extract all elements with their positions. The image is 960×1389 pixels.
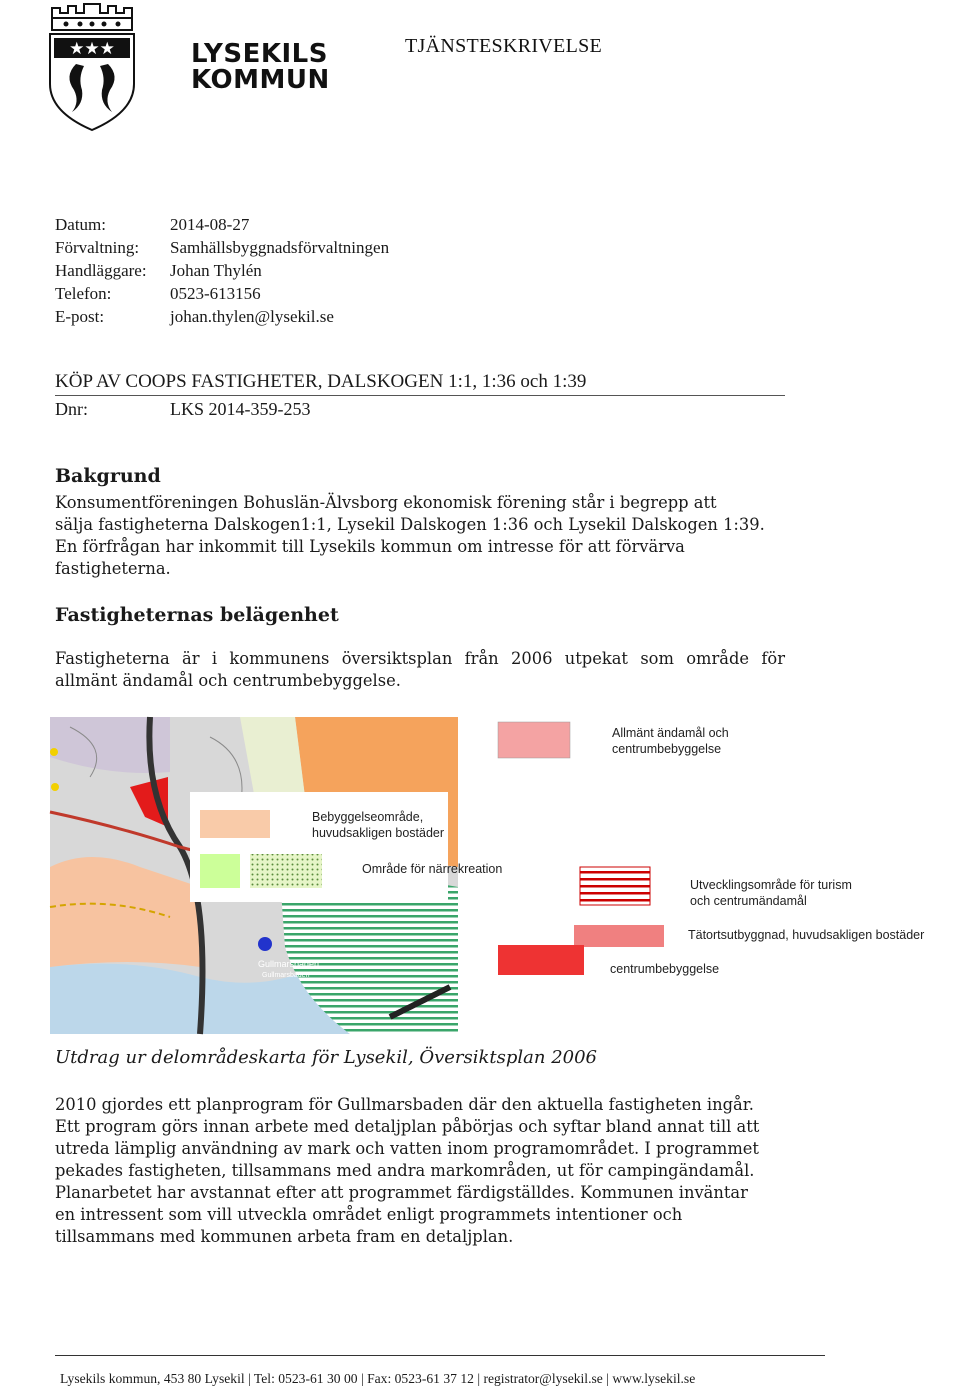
diary-number	[55, 399, 311, 420]
meta-row-email	[55, 305, 389, 328]
document-metadata	[55, 213, 389, 328]
map-legend	[480, 717, 955, 987]
meta-label: Handläggare:	[55, 261, 147, 280]
paragraph-line: Ett program görs innan arbete med detaljplan påbörjas och syftar bland annat till att	[55, 1117, 760, 1136]
logo-line-2: KOMMUN	[191, 65, 330, 95]
paragraph-line: tillsammans med kommunen arbeta fram en detaljplan.	[55, 1227, 514, 1246]
map-caption: Utdrag ur delområdeskarta för Lysekil, Översiktsplan 2006	[55, 1047, 598, 1068]
paragraph-line: Konsumentföreningen Bohuslän-Älvsborg ekonomisk förening står i begrepp att	[55, 493, 717, 512]
meta-row-handler	[55, 259, 389, 282]
legend-swatch-turism	[580, 867, 650, 905]
heading-belagenhet: Fastigheternas belägenhet	[55, 604, 339, 626]
meta-value: 0523-613156	[170, 284, 261, 303]
document-type: TJÄNSTESKRIVELSE	[405, 35, 603, 57]
paragraph-line: fastigheterna.	[55, 559, 171, 578]
legend-swatch-bebyggelse	[200, 810, 270, 838]
dnr-label: Dnr:	[55, 399, 88, 419]
legend-swatch-narrekreation-dots	[250, 854, 322, 888]
svg-text:★★★: ★★★	[69, 39, 115, 59]
legend-label: centrumbebyggelse	[610, 962, 720, 976]
legend-label: huvudsakligen bostäder	[312, 826, 445, 840]
paragraph-line: utreda lämplig användning av mark och vatten inom programområdet. I programmet	[55, 1139, 759, 1158]
legend-swatch-narrekreation	[200, 854, 240, 888]
meta-row-department	[55, 236, 389, 259]
meta-value[interactable]: johan.thylen@lysekil.se	[170, 307, 334, 326]
meta-label: Datum:	[55, 215, 106, 234]
legend-label: Område för närrekreation	[362, 862, 503, 876]
footer-divider	[55, 1355, 825, 1356]
legend-swatch-allmant	[498, 722, 570, 758]
logo-line-1: LYSEKILS	[191, 39, 328, 69]
meta-label: E-post:	[55, 307, 105, 326]
meta-row-phone	[55, 282, 389, 305]
dnr-value: LKS 2014-359-253	[170, 399, 311, 419]
legend-label: centrumbebyggelse	[612, 742, 722, 756]
heading-bakgrund: Bakgrund	[55, 465, 161, 487]
map-place-label-2: Gullmarsbaden	[262, 972, 310, 979]
meta-value: Johan Thylén	[170, 261, 262, 280]
paragraph-line: pekades fastigheten, tillsammans med andra markområden, ut för campingändamål.	[55, 1161, 755, 1180]
meta-label: Telefon:	[55, 284, 112, 303]
legend-label: Bebyggelseområde,	[312, 810, 424, 824]
legend-swatch-centrum	[498, 945, 584, 975]
document-title: KÖP AV COOPS FASTIGHETER, DALSKOGEN 1:1, 1:36 och 1:39	[55, 371, 785, 396]
meta-value: 2014-08-27	[170, 215, 250, 234]
paragraph-line: en intressent som vill utveckla området enligt programmets intentioner och	[55, 1205, 683, 1224]
legend-label: Utvecklingsområde för turism	[690, 878, 852, 892]
legend-label: Tätortsutbyggnad, huvudsakligen bostäder	[688, 928, 925, 942]
legend-label: och centrumändamål	[690, 894, 807, 908]
legend-swatch-tatort	[574, 925, 664, 947]
paragraph-line: sälja fastigheterna Dalskogen1:1, Lysekil Dalskogen 1:36 och Lysekil Dalskogen 1:39.	[55, 515, 765, 534]
coat-of-arms-icon	[46, 4, 138, 134]
meta-row-date	[55, 213, 389, 236]
paragraph-bakgrund	[55, 492, 785, 580]
paragraph-line: 2010 gjordes ett planprogram för Gullmarsbaden där den aktuella fastigheten ingår.	[55, 1095, 754, 1114]
map-place-label-1: Gullmarsbaden	[258, 959, 320, 969]
paragraph-line: allmänt ändamål och centrumbebyggelse.	[55, 671, 401, 690]
page-footer: Lysekils kommun, 453 80 Lysekil | Tel: 0523-61 30 00 | Fax: 0523-61 37 12 | registrator@lysekil.se | www.lysekil.se	[60, 1371, 696, 1386]
paragraph-line: Fastigheterna är i kommunens översiktsplan från 2006 utpekat som område för	[55, 649, 785, 668]
legend-label: Allmänt ändamål och	[612, 726, 729, 740]
municipality-logo	[46, 4, 330, 134]
meta-value: Samhällsbyggnadsförvaltningen	[170, 238, 390, 257]
paragraph-planprogram	[55, 1094, 785, 1248]
paragraph-line: Planarbetet har avstannat efter att programmet färdigställdes. Kommunen inväntar	[55, 1183, 748, 1202]
paragraph-belagenhet	[55, 648, 785, 692]
meta-label: Förvaltning:	[55, 238, 140, 257]
paragraph-line: En förfrågan har inkommit till Lysekils kommun om intresse för att förvärva	[55, 537, 685, 556]
map-excerpt	[50, 717, 503, 1034]
